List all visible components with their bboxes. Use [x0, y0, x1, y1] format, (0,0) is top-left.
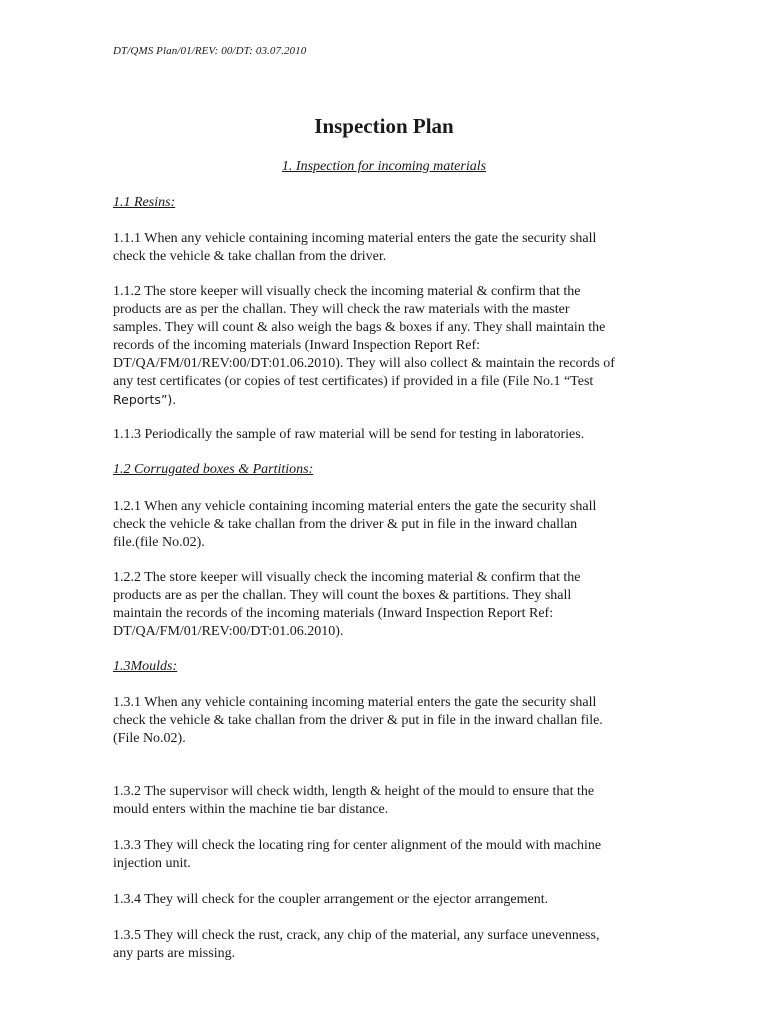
text-line: records of the incoming materials (Inward Inspection Report Ref: — [113, 338, 480, 353]
paragraph-1-3-4 — [113, 891, 673, 909]
text-line: check the vehicle & take challan from the driver. — [113, 249, 387, 264]
text-line: (File No.02). — [113, 731, 186, 746]
text-line: file.(file No.02). — [113, 535, 205, 550]
text-line: 1.3.5 They will check the rust, crack, any chip of the material, any surface unevenness, — [113, 928, 600, 943]
text-line: DT/QA/FM/01/REV:00/DT:01.06.2010). — [113, 624, 344, 639]
paragraph-1-2-2 — [113, 569, 673, 641]
text-line: Reports”). — [113, 392, 177, 407]
text-line: 1.2.1 When any vehicle containing incoming material enters the gate the security shall — [113, 499, 597, 514]
text-line: any test certificates (or copies of test certificates) if provided in a file (File No.1 “Test — [113, 374, 594, 389]
paragraph-1-1-2 — [113, 283, 673, 409]
paragraph-1-3-2 — [113, 783, 673, 819]
text-line: 1.2.2 The store keeper will visually check the incoming material & confirm that the — [113, 570, 581, 585]
text-line: 1.3.1 When any vehicle containing incoming material enters the gate the security shall — [113, 695, 597, 710]
text-line: 1.3.3 They will check the locating ring for center alignment of the mould with machine — [113, 838, 602, 853]
text-line: products are as per the challan. They will check the raw materials with the master — [113, 302, 570, 317]
text-line: 1.1.1 When any vehicle containing incoming material enters the gate the security shall — [113, 231, 597, 246]
paragraph-1-1-1 — [113, 230, 673, 266]
document-reference: DT/QMS Plan/01/REV: 00/DT: 03.07.2010 — [113, 45, 307, 57]
text-line: check the vehicle & take challan from the driver & put in file in the inward challan file. — [113, 713, 603, 728]
text-line: 1.3.2 The supervisor will check width, length & height of the mould to ensure that the — [113, 784, 595, 799]
paragraph-1-1-3 — [113, 426, 673, 444]
subsection-heading-resins: 1.1 Resins: — [113, 195, 176, 210]
text-line: samples. They will count & also weigh the bags & boxes if any. They shall maintain the — [113, 320, 606, 335]
text-line: products are as per the challan. They will count the boxes & partitions. They shall — [113, 588, 572, 603]
paragraph-1-3-5 — [113, 927, 673, 963]
text-line: maintain the records of the incoming materials (Inward Inspection Report Ref: — [113, 606, 554, 621]
text-line: DT/QA/FM/01/REV:00/DT:01.06.2010). They will also collect & maintain the records of — [113, 356, 615, 371]
subsection-heading-moulds: 1.3Moulds: — [113, 659, 178, 674]
text-line: mould enters within the machine tie bar distance. — [113, 802, 389, 817]
text-line: 1.3.4 They will check for the coupler arrangement or the ejector arrangement. — [113, 892, 549, 907]
paragraph-1-3-1 — [113, 694, 673, 748]
text-line: any parts are missing. — [113, 946, 236, 961]
text-line: 1.1.3 Periodically the sample of raw material will be send for testing in laboratories. — [113, 427, 585, 442]
text-line: injection unit. — [113, 856, 191, 871]
section-title: 1. Inspection for incoming materials — [281, 159, 487, 174]
paragraph-1-2-1 — [113, 498, 673, 552]
text-line: 1.1.2 The store keeper will visually check the incoming material & confirm that the — [113, 284, 581, 299]
paragraph-1-3-3 — [113, 837, 673, 873]
page-title: Inspection Plan — [314, 114, 454, 138]
text-line: check the vehicle & take challan from the driver & put in file in the inward challan — [113, 517, 578, 532]
subsection-heading-corrugated-boxes: 1.2 Corrugated boxes & Partitions: — [113, 462, 314, 477]
